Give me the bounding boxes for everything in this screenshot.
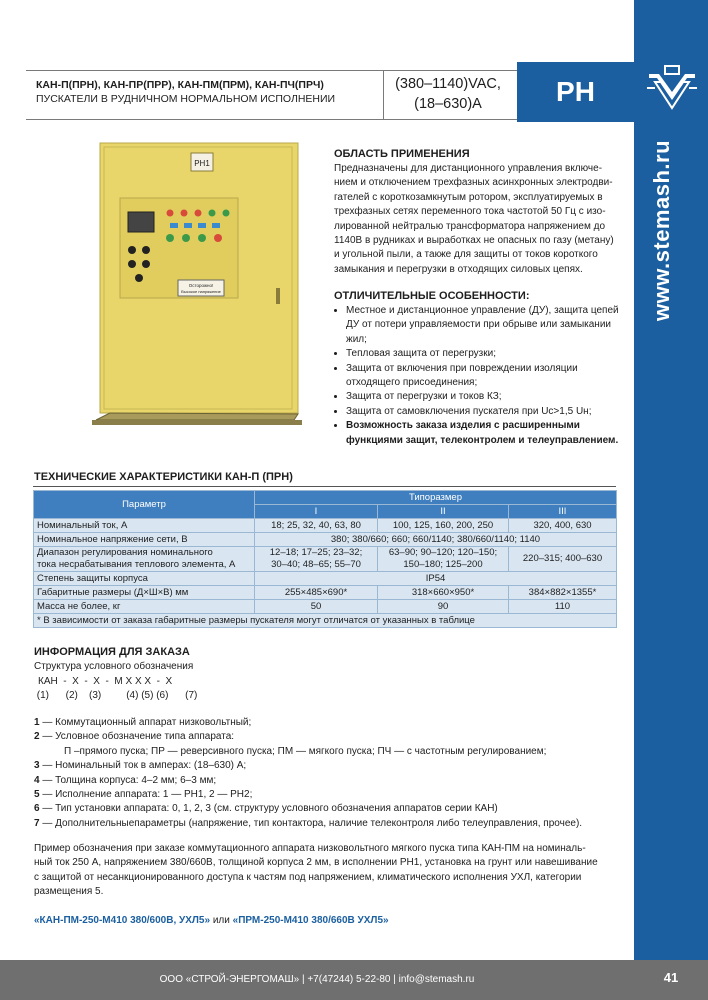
example-line: размещения 5. [34,886,104,898]
feature-item: • Возможность заказа изделия с расширенными функциями защит, телеконтролем и телеуправлением. [346,419,620,448]
cell: 384×882×1355* [509,586,617,600]
application-line: трехфазных сетях переменного тока частотой 50 Гц с изо- [334,206,606,218]
code-pattern: КАН - Х - Х - М Х Х Х - Х [38,676,173,687]
order-items [34,716,624,831]
table-row [34,519,617,533]
table-row [34,572,617,586]
cell: 220–315; 400–630 [509,547,617,572]
cell [378,547,509,572]
size-1: I [255,505,378,519]
structure-label: Структура условного обозначения [34,661,194,672]
row-label: Степень защиты корпуса [34,572,255,586]
tech-heading: ТЕХНИЧЕСКИЕ ХАРАКТЕРИСТИКИ КАН-П (ПРН) [34,471,293,483]
size-3: III [509,505,617,519]
application-heading: ОБЛАСТЬ ПРИМЕНЕНИЯ [334,148,470,160]
example-or: или [210,915,233,926]
size-2: II [378,505,509,519]
cell: 380; 380/660; 660; 660/1140; 380/660/1140; 1140 [255,533,617,547]
application-line: нием и отключением трехфазных асинхронных электродви- [334,177,613,189]
sign-line1: Осторожно! [188,283,214,288]
order-item [34,817,624,831]
order-item-num: 6 [34,803,40,815]
col-size: Типоразмер [255,491,617,505]
page-number: 41 [663,970,679,985]
features-heading: ОТЛИЧИТЕЛЬНЫЕ ОСОБЕННОСТИ: [334,290,530,302]
order-heading: ИНФОРМАЦИЯ ДЛЯ ЗАКАЗА [34,646,190,658]
application-line: Предназначены для дистанционного управления включе- [334,163,603,174]
example-line: с защитой от несанкционированного доступа к частям под напряжением, климатического исполнения УХЛ, категории [34,871,582,883]
cell: 50 [255,600,378,614]
table-row [34,614,617,628]
order-item-text: — Тип установки аппарата: 0, 1, 2, 3 (см. структуру условного обозначения аппаратов серии КАН) [39,803,498,815]
order-item [34,716,624,730]
order-item-text: — Дополнительныепараметры (напряжение, тип контактора, наличие телеконтроля либо телеуправления, прочее). [39,817,583,829]
order-item-text: — Номинальный ток в амперах: (18–630) А; [39,760,247,772]
application-line: лированной нейтралью трансформатора напряжением до [334,220,606,232]
order-item-text: — Исполнение аппарата: 1 — РН1, 2 — РН2; [39,789,253,801]
application-line: замыкания и перегрузки в отходящих силовых цепях. [334,263,583,275]
example-codes [34,915,389,926]
footer-contacts[interactable]: ООО «СТРОЙ-ЭНЕРГОМАШ» | +7(47244) 5-22-80 | info@stemash.ru [159,974,475,985]
application-line: и угольной пыли, а также для защиты от токов короткого [334,249,598,261]
order-item-num: 2 [34,731,40,743]
row-label-line: Диапазон регулирования номинального [37,547,213,558]
features-list-wrap [330,304,620,448]
tech-table [33,490,617,628]
cell: 90 [378,600,509,614]
order-item [34,802,624,816]
category-badge: РН [517,62,634,122]
example-line: Пример обозначения при заказе коммутационного аппарата низковольтного мягкого пуска типа КАН-ПМ на номиналь- [34,843,586,854]
table-row [34,533,617,547]
cell [255,547,378,572]
sign-line2: Высокое напряжение [181,289,221,294]
cell: 100, 125, 160, 200, 250 [378,519,509,533]
order-item-text: — Толщина корпуса: 4–2 мм; 6–3 мм; [39,774,217,786]
cell: IP54 [255,572,617,586]
row-label: Габаритные размеры (Д×Ш×В) мм [34,586,255,600]
order-item [34,774,624,788]
cell-line: 30–40; 48–65; 55–70 [271,559,361,570]
order-item [34,730,624,744]
cell: 318×660×950* [378,586,509,600]
application-line: 1140В в рудниках и выработках не опасных по газу (метану) [334,235,614,247]
product-photo [92,138,312,438]
cell-line: 63–90; 90–120; 120–150; [388,547,498,558]
row-label: Масса не более, кг [34,600,255,614]
col-param: Параметр [34,491,255,519]
rating-text [386,74,510,114]
cell: 18; 25, 32, 40, 63, 80 [255,519,378,533]
table-note: * В зависимости от заказа габаритные размеры пускателя могут отличатся от указанных в таблице [34,614,617,628]
cell-line: 150–180; 125–200 [403,559,483,570]
order-item-text: — Условное обозначение типа аппарата: [39,731,235,743]
example-code-b: «ПРМ-250-М410 380/660В УХЛ5» [232,915,389,926]
feature-item: • Защита от перегрузки и токов КЗ; [346,390,620,404]
cell: 320, 400, 630 [509,519,617,533]
stemash-logo-icon [645,62,699,116]
table-row [34,547,617,572]
tech-rule [33,486,616,487]
order-item [34,788,624,802]
order-item-num: 1 [34,717,40,728]
website-url[interactable]: www.stemash.ru [649,139,674,321]
feature-item: • Тепловая защита от перегрузки; [346,347,620,361]
order-item [34,759,624,773]
table-row [34,600,617,614]
row-label [34,547,255,572]
feature-item: • Местное и дистанционное управление (ДУ), защита цепей ДУ от потери управляемости при обрыве или замыкании жил; [346,304,620,347]
row-label: Номинальный ток, А [34,519,255,533]
example-code-a: «КАН-ПМ-250-М410 380/600В, УХЛ5» [34,915,211,926]
table-row [34,586,617,600]
example-line: ный ток 250 А, напряжением 380/660В, толщиной корпуса 2 мм, в исполнении РН1, установка на грунт или навешивание [34,857,598,869]
order-item-num: 3 [34,760,40,772]
application-text [334,162,624,277]
cell-line: 12–18; 17–25; 23–32; [269,547,363,558]
order-item [34,745,624,759]
order-item-text: — Коммутационный аппарат низковольтный; [39,717,252,728]
order-item-num: 5 [34,789,40,801]
cabinet-plate: РН1 [194,159,210,168]
feature-item: • Защита от включения при повреждении изоляции отходящего присоединения; [346,362,620,391]
application-line: гателей с короткозамкнутым ротором, эксплуатируемых в [334,191,603,203]
cell: 110 [509,600,617,614]
header-divider [383,70,384,119]
order-item-num: 4 [34,774,40,786]
example-text [34,842,624,900]
row-label-line: тока несрабатывания теплового элемента, А [37,559,236,570]
features-list [330,304,620,448]
current-range: (18–630)A [414,96,482,112]
row-label: Номинальное напряжение сети, В [34,533,255,547]
feature-item: • Защита от самовключения пускателя при Uc>1,5 Uн; [346,405,620,419]
cell: 255×485×690* [255,586,378,600]
voltage-range: (380–1140)VAC, [395,76,501,92]
code-numbers: (1) (2) (3) (4) (5) (6) (7) [34,690,198,701]
order-item-num: 7 [34,817,40,829]
product-title: КАН-П(ПРН), КАН-ПР(ПРР), КАН-ПМ(ПРМ), КАН-ПЧ(ПРЧ) [36,79,324,91]
order-item-text: П –прямого пуска; ПР — реверсивного пуска; ПМ — мягкого пуска; ПЧ — с частотным регулированием; [64,745,547,757]
product-subtitle: ПУСКАТЕЛИ В РУДНИЧНОМ НОРМАЛЬНОМ ИСПОЛНЕНИИ [36,93,336,105]
